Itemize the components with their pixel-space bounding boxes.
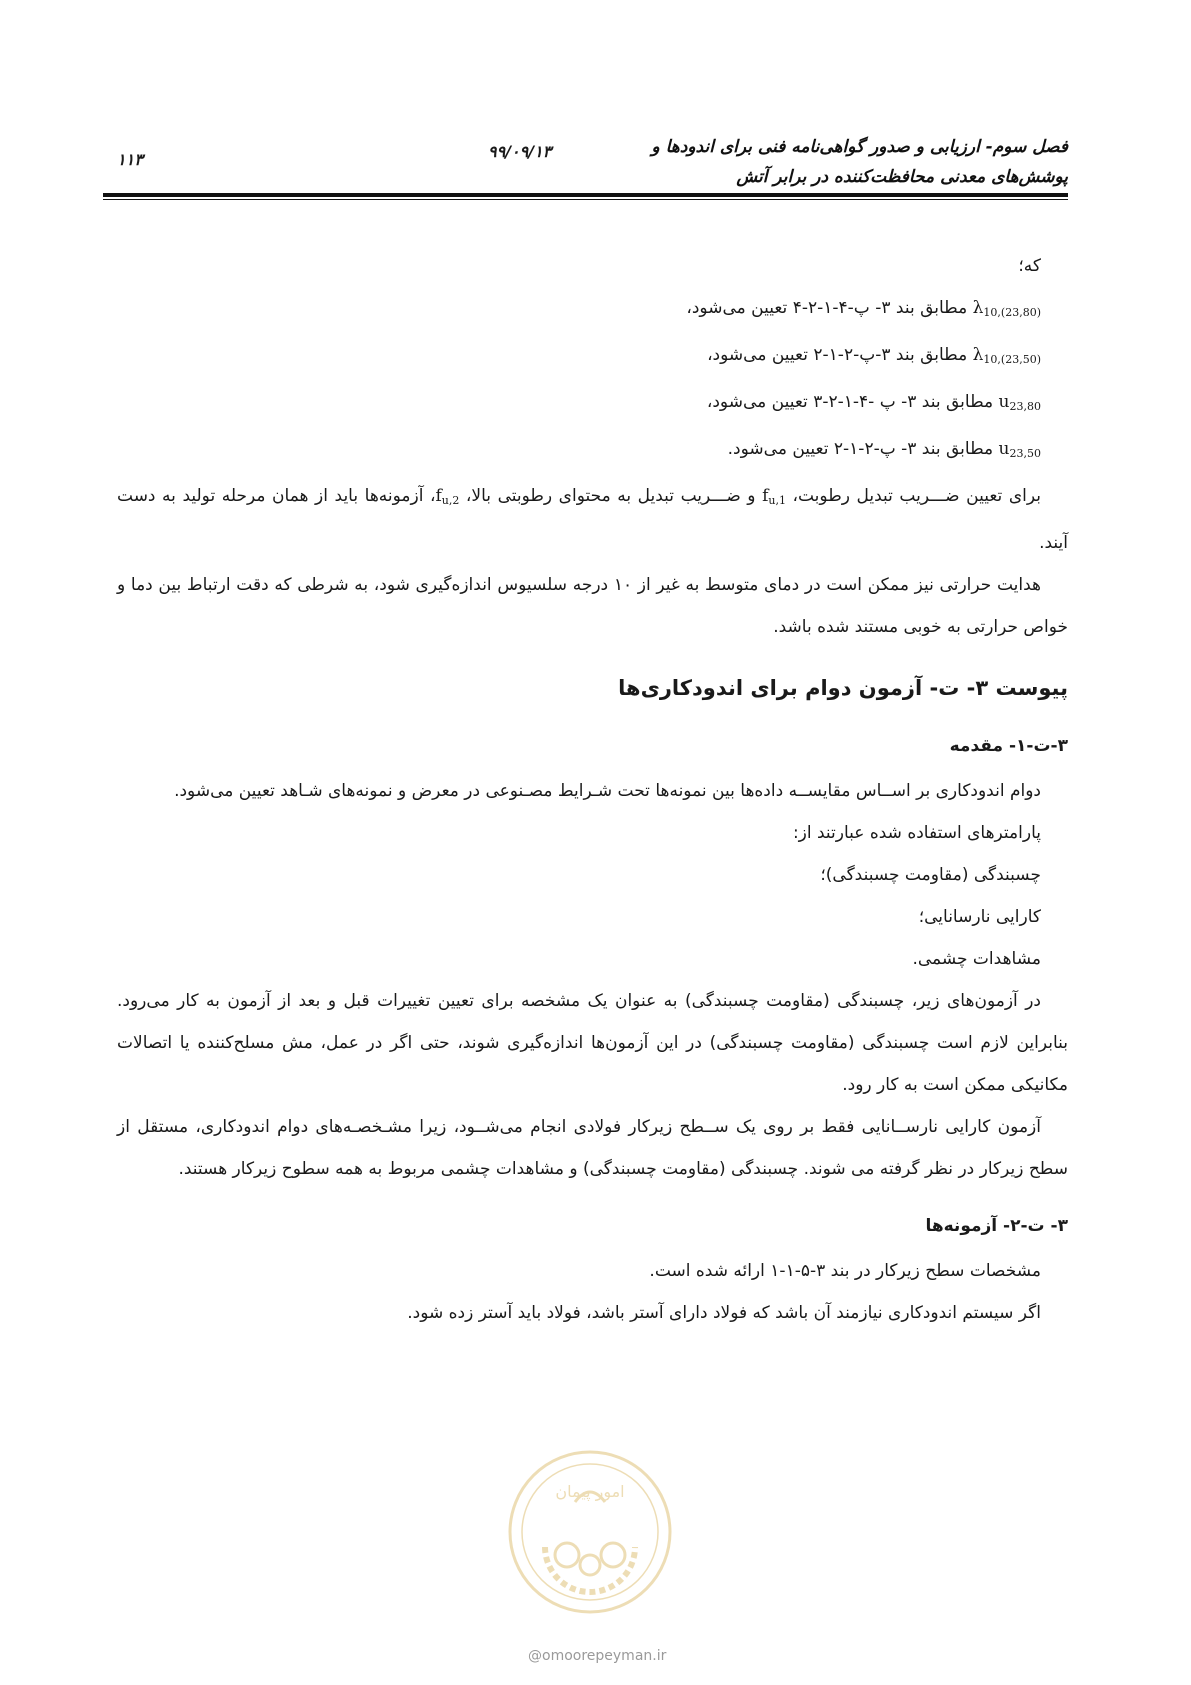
param-item: کارایی نارسانایی؛ — [918, 907, 1041, 927]
definition-symbol: $\lambda_{10,(23,50)}$ — [972, 345, 1041, 366]
page-content — [117, 245, 1068, 1334]
page-header — [103, 128, 1068, 200]
chapter-title — [652, 132, 1069, 192]
definition-line — [117, 334, 1068, 381]
chapter-title-line1: فصل سوم- ارزیابی و صدور گواهی‌نامه فنی برای اندودها و — [651, 137, 1068, 157]
definition-line — [117, 428, 1068, 475]
symbol-fu1: $f_{u,1}$ — [762, 486, 786, 507]
definition-symbol: $u_{23,80}$ — [998, 392, 1041, 413]
appendix-heading: پیوست ۳- ت- آزمون دوام برای اندودکاری‌ها — [618, 676, 1068, 700]
paragraph-moisture-factor: برای تعیین ضـــریب تبدیل رطوبت، $f_{u,1}$ و ضـــریب تبدیل به محتوای رطوبتی بالا، $f_{u,2}،$ آزمونه‌ها باید از همان مرحله تولید به دست آیند. — [117, 486, 1068, 553]
symbol-fu2: $f_{u,2}$ — [435, 486, 460, 507]
section-heading-intro: ۳-ت-۱- مقدمه — [949, 736, 1068, 756]
definition-text: مطابق بند ۳-پ-۲-۱-۲ تعیین می‌شود، — [707, 345, 973, 365]
definition-symbol: $u_{23,50}$ — [998, 439, 1041, 460]
param-item: چسبندگی (مقاومت چسبندگی)؛ — [820, 865, 1041, 885]
stamp-text: امور پیمان — [555, 1482, 625, 1501]
paragraph-insulation: آزمون کارایی نارســانایی فقط بر روی یک ســطح زیرکار فولادی انجام می‌شــود، زیرا مشـخصـه‌های دوام اندودکاری، مستقل از سطح زیرکار در نظر گرفته می شوند. چسبندگی (مقاومت چسبندگی) و مشاهدات چشمی مربوط به همه سطوح زیرکار هستند. — [117, 1117, 1068, 1179]
paragraph-thermal-conductivity: هدایت حرارتی نیز ممکن است در دمای متوسط به غیر از ۱۰ درجه سلسیوس اندازه‌گیری شود، به شرطی که دقت ارتباط بین دما و خواص حرارتی به خوبی مستند شده باشد. — [117, 575, 1068, 637]
param-item: مشاهدات چشمی. — [912, 949, 1041, 969]
definition-line — [117, 287, 1068, 334]
definition-symbol: $\lambda_{10,(23,80)}$ — [972, 298, 1041, 319]
watermark-site: @omoorepeyman.ir — [528, 1648, 667, 1664]
chapter-title-line2: پوشش‌های معدنی محافظت‌کننده در برابر آتش — [736, 167, 1068, 187]
section-heading-samples: ۳- ت-۲- آزمونه‌ها — [925, 1216, 1068, 1236]
paragraph-adhesion: در آزمون‌های زیر، چسبندگی (مقاومت چسبندگی) به عنوان یک مشخصه برای تعیین تغییرات قبل و بعد از آزمون به کار می‌رود. بنابراین لازم است چسبندگی (مقاومت چسبندگی) در این آزمون‌ها اندازه‌گیری شوند، حتی اگر در عمل، مش مسلح‌کننده یا اتصالات مکانیکی ممکن است به کار رود. — [117, 991, 1068, 1095]
params-intro: پارامترهای استفاده شده عبارتند از: — [792, 823, 1041, 843]
definition-text: مطابق بند ۳- پ -۴-۱-۲-۳ تعیین می‌شود، — [706, 392, 999, 412]
definition-line — [117, 381, 1068, 428]
where-label: که؛ — [1018, 256, 1041, 276]
header-date: ۹۹/۰۹/۱۳ — [488, 142, 552, 161]
paragraph-substrate: مشخصات سطح زیرکار در بند ۳-۵-۱-۱ ارائه شده است. — [649, 1261, 1041, 1281]
header-rule-thick — [103, 193, 1068, 197]
watermark-stamp-icon — [505, 1447, 675, 1617]
paragraph-durability: دوام اندودکاری بر اســاس مقایســه داده‌ها بین نمونه‌ها تحت شـرایط مصـنوعی در معرض و نمونه‌های شـاهد تعیین می‌شود. — [174, 781, 1041, 801]
page-number: ۱۱۳ — [117, 150, 143, 169]
paragraph-primer: اگر سیستم اندودکاری نیازمند آن باشد که فولاد دارای آستر باشد، فولاد باید آستر زده شود. — [407, 1303, 1041, 1323]
definition-text: مطابق بند ۳- پ-۴-۱-۲-۴ تعیین می‌شود، — [686, 298, 973, 318]
header-rule-thin — [103, 199, 1068, 200]
definition-text: مطابق بند ۳- پ-۲-۱-۲ تعیین می‌شود. — [727, 439, 999, 459]
